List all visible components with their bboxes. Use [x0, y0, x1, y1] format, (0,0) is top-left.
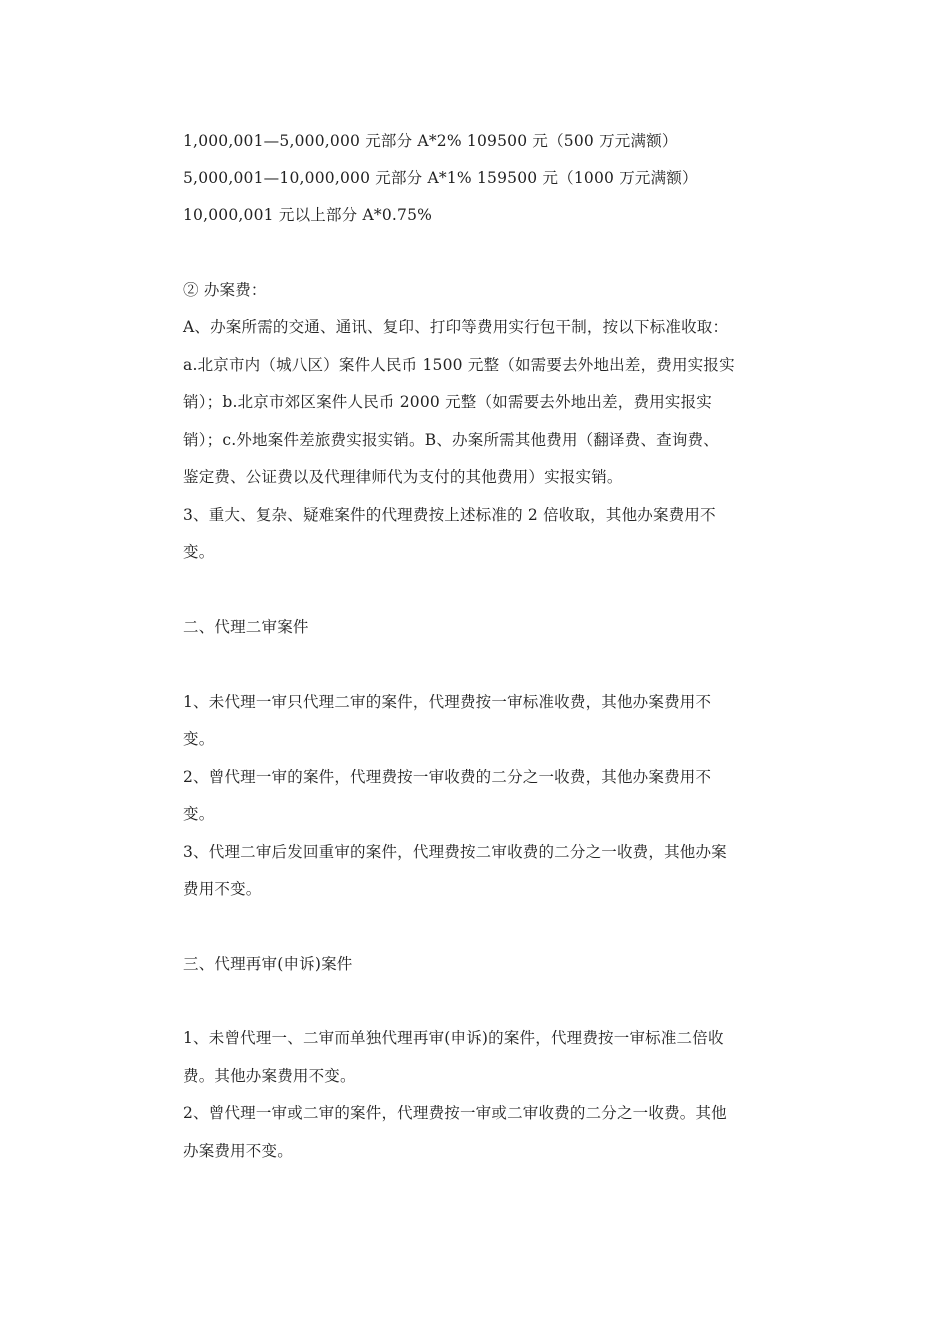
paragraph-line: 2、曾代理一审的案件，代理费按一审收费的二分之一收费，其他办案费用不 [183, 768, 712, 786]
paragraph-line: 2、曾代理一审或二审的案件，代理费按一审或二审收费的二分之一收费。其他 [183, 1104, 727, 1122]
paragraph-line: 1、未曾代理一、二审而单独代理再审(申诉)的案件，代理费按一审标准二倍收 [183, 1029, 724, 1047]
paragraph-line: 费。其他办案费用不变。 [183, 1067, 356, 1085]
paragraph-line: 变。 [183, 805, 215, 823]
case-expense-heading: ② 办案费： [183, 281, 267, 299]
fee-tier-line: 10,000,001 元以上部分 A*0.75% [183, 206, 433, 224]
paragraph-line: 变。 [183, 543, 215, 561]
section-heading: 二、代理二审案件 [183, 618, 309, 636]
fee-tier-line: 1,000,001—5,000,000 元部分 A*2% 109500 元（500 万元满额） [183, 132, 678, 150]
paragraph-line: 办案费用不变。 [183, 1142, 293, 1160]
paragraph-line: 1、未代理一审只代理二审的案件，代理费按一审标准收费，其他办案费用不 [183, 693, 712, 711]
paragraph-line: 销）；b.北京市郊区案件人民币 2000 元整（如需要去外地出差，费用实报实 [183, 393, 713, 411]
paragraph-line: 3、代理二审后发回重审的案件，代理费按二审收费的二分之一收费，其他办案 [183, 843, 727, 861]
fee-tier-line: 5,000,001—10,000,000 元部分 A*1% 159500 元（1000 万元满额） [183, 169, 698, 187]
paragraph-line: 3、重大、复杂、疑难案件的代理费按上述标准的 2 倍收取，其他办案费用不 [183, 506, 716, 524]
paragraph-line: 费用不变。 [183, 880, 262, 898]
paragraph-line: 变。 [183, 730, 215, 748]
section-heading: 三、代理再审(申诉)案件 [183, 955, 353, 973]
paragraph-line: 销）；c.外地案件差旅费实报实销。B、办案所需其他费用（翻译费、查询费、 [183, 431, 719, 449]
paragraph-line: 鉴定费、公证费以及代理律师代为支付的其他费用）实报实销。 [183, 468, 623, 486]
paragraph-line: a.北京市内（城八区）案件人民币 1500 元整（如需要去外地出差，费用实报实 [183, 356, 735, 374]
paragraph-line: A、办案所需的交通、通讯、复印、打印等费用实行包干制，按以下标准收取： [183, 318, 729, 336]
